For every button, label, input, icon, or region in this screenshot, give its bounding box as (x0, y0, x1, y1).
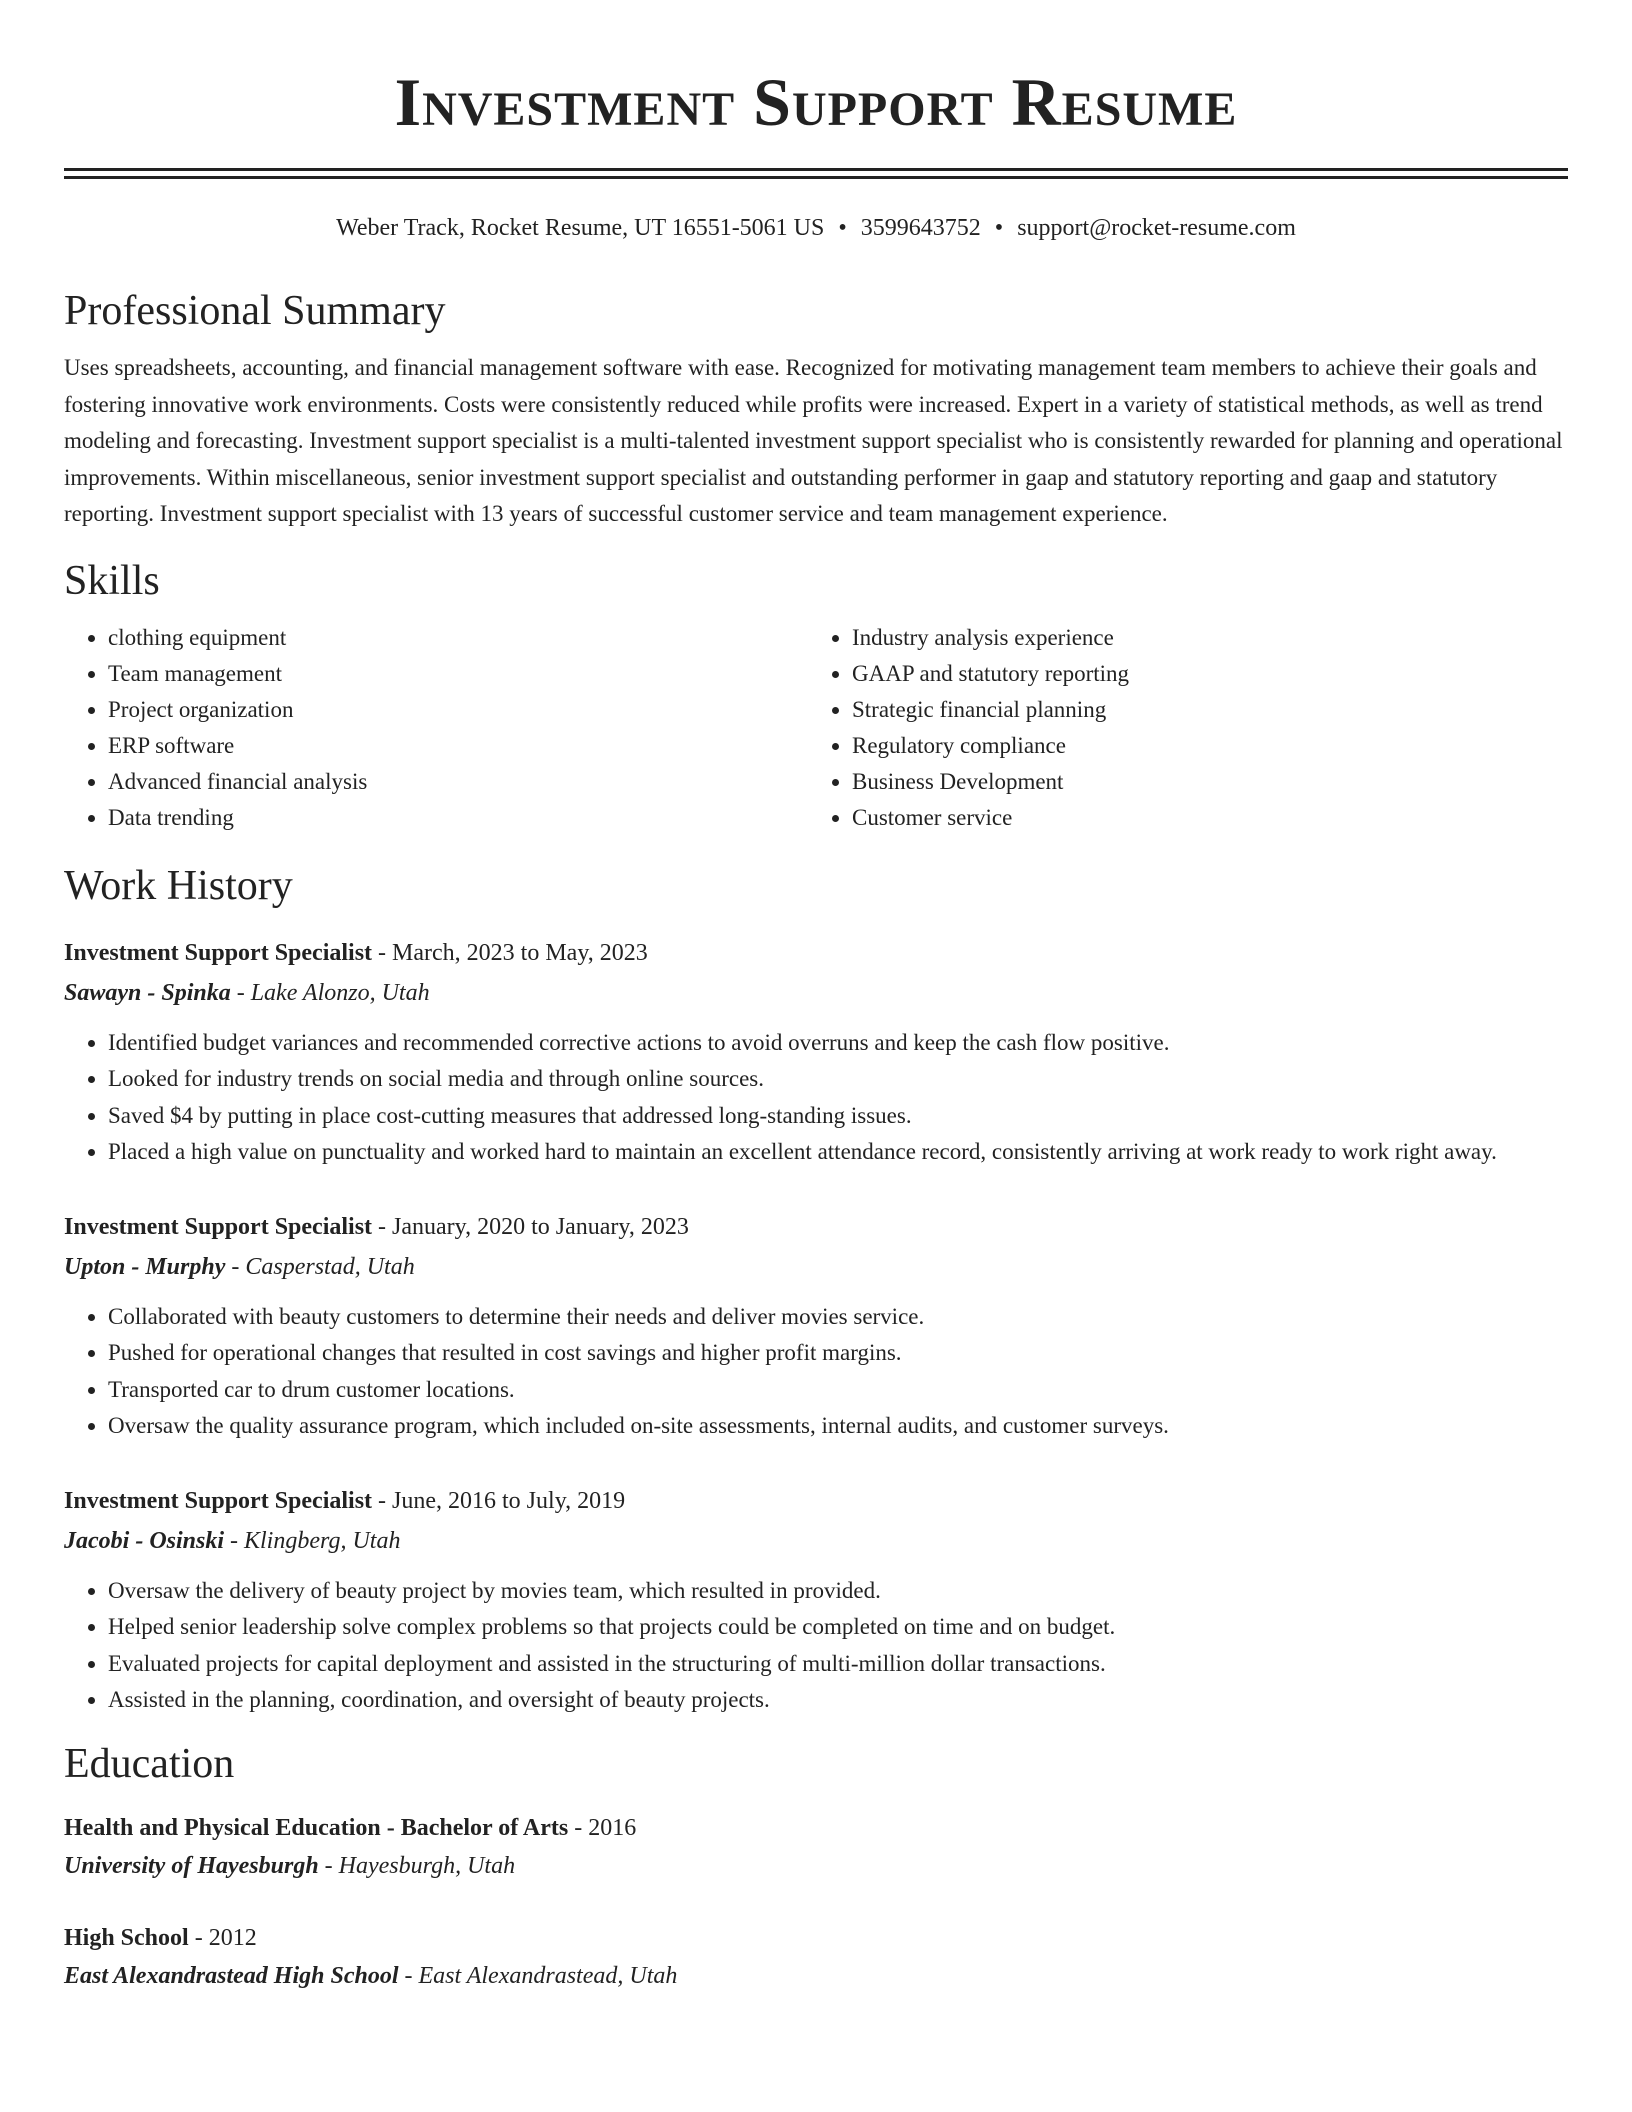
skill-item: • Strategic financial planning (852, 692, 1552, 728)
education-entry (64, 1919, 1568, 1995)
education-year: - 2012 (188, 1924, 257, 1951)
job-bullet: • Evaluated projects for capital deployment and assisted in the structuring of multi-million dollar transactions. (108, 1646, 1568, 1683)
contact-info (64, 212, 1568, 244)
job-title: Investment Support Specialist (64, 939, 373, 966)
summary-heading: Professional Summary (64, 288, 446, 334)
job-bullet: • Oversaw the quality assurance program, which included on-site assessments, internal audits, and customer surveys. (108, 1408, 1568, 1445)
job-bullets (64, 1573, 1568, 1719)
education-degree-line (64, 1809, 1568, 1847)
job-entry (64, 1207, 1568, 1445)
skills-column-left (64, 620, 808, 836)
education-heading: Education (64, 1740, 235, 1787)
job-title-line (64, 1481, 1568, 1521)
job-title: Investment Support Specialist (64, 1213, 373, 1240)
skill-item: • Business Development (852, 764, 1552, 800)
job-dates: - March, 2023 to May, 2023 (372, 939, 648, 966)
contact-email: support@rocket-resume.com (1017, 215, 1296, 241)
job-company-line (64, 973, 1568, 1013)
job-location: - Lake Alonzo, Utah (230, 979, 430, 1006)
skill-item: • Project organization (108, 692, 808, 728)
job-entry (64, 933, 1568, 1171)
skill-item: • Advanced financial analysis (108, 764, 808, 800)
education-location: - Hayesburgh, Utah (318, 1852, 516, 1879)
job-location: - Casperstad, Utah (225, 1253, 415, 1280)
education-year: - 2016 (568, 1814, 637, 1841)
job-bullets (64, 1299, 1568, 1445)
skill-item: • Industry analysis experience (852, 620, 1552, 656)
job-company-line (64, 1521, 1568, 1561)
job-bullet: • Looked for industry trends on social media and through online sources. (108, 1061, 1568, 1098)
job-bullet: • Collaborated with beauty customers to determine their needs and deliver movies service. (108, 1299, 1568, 1336)
job-dates: - June, 2016 to July, 2019 (372, 1487, 626, 1514)
education-degree: High School (64, 1924, 189, 1951)
education-school: University of Hayesburgh (64, 1852, 319, 1879)
job-company: Jacobi - Osinski (64, 1527, 225, 1554)
job-company-line (64, 1247, 1568, 1287)
job-company: Sawayn - Spinka (64, 979, 231, 1006)
skill-item: • ERP software (108, 728, 808, 764)
job-bullet: • Placed a high value on punctuality and worked hard to maintain an excellent attendance record, consistently arriving at work ready to work right away. (108, 1134, 1568, 1171)
skill-item: • Regulatory compliance (852, 728, 1552, 764)
skill-item: • GAAP and statutory reporting (852, 656, 1552, 692)
skill-item: • Team management (108, 656, 808, 692)
contact-separator: • (838, 215, 847, 241)
resume-title: Investment Support Resume (394, 64, 1238, 140)
job-title-line (64, 1207, 1568, 1247)
resume-page (64, 0, 1568, 1995)
job-bullet: • Transported car to drum customer locations. (108, 1372, 1568, 1409)
skills-column-right (808, 620, 1552, 836)
job-location: - Klingberg, Utah (224, 1527, 401, 1554)
skill-item: • Data trending (108, 800, 808, 836)
education-school-line (64, 1957, 1568, 1995)
job-bullet: • Helped senior leadership solve complex problems so that projects could be completed on time and on budget. (108, 1609, 1568, 1646)
education-school-line (64, 1847, 1568, 1885)
education-degree-line (64, 1919, 1568, 1957)
job-bullets (64, 1025, 1568, 1171)
work-history-heading: Work History (64, 862, 293, 909)
title-divider-top (64, 168, 1568, 171)
job-bullet: • Saved $4 by putting in place cost-cutting measures that addressed long-standing issues. (108, 1098, 1568, 1135)
education-school: East Alexandrastead High School (64, 1962, 399, 1989)
education-location: - East Alexandrastead, Utah (398, 1962, 678, 1989)
job-title-line (64, 933, 1568, 973)
job-bullet: • Oversaw the delivery of beauty project by movies team, which resulted in provided. (108, 1573, 1568, 1610)
education-entry (64, 1809, 1568, 1885)
job-entry (64, 1481, 1568, 1719)
summary-text: Uses spreadsheets, accounting, and financial management software with ease. Recognized for motivating management team members to achieve their goals and fostering innovative work environments. Costs were consistently reduced while profits were increased. Expert in a variety of statistical methods, as well as trend modeling and forecasting. Investment support specialist is a multi-talented investment support specialist who is consistently rewarded for planning and operational improvements. Within miscellaneous, senior investment support specialist and outstanding performer in gaap and statutory reporting and gaap and statutory reporting. Investment support specialist with 13 years of successful customer service and team management experience. (64, 355, 1563, 526)
job-bullet: • Pushed for operational changes that resulted in cost savings and higher profit margins. (108, 1335, 1568, 1372)
contact-phone: 3599643752 (860, 215, 981, 241)
skill-item: • Customer service (852, 800, 1552, 836)
skill-item: • clothing equipment (108, 620, 808, 656)
job-company: Upton - Murphy (64, 1253, 226, 1280)
skills-list (64, 620, 1568, 836)
job-bullet: • Assisted in the planning, coordination, and oversight of beauty projects. (108, 1682, 1568, 1719)
skills-heading: Skills (64, 557, 160, 604)
education-degree: Health and Physical Education - Bachelor of Arts (64, 1814, 569, 1841)
title-divider-bottom (64, 176, 1568, 179)
job-title: Investment Support Specialist (64, 1487, 373, 1514)
contact-address: Weber Track, Rocket Resume, UT 16551-5061 US (336, 215, 825, 241)
job-dates: - January, 2020 to January, 2023 (372, 1213, 689, 1240)
job-bullet: • Identified budget variances and recommended corrective actions to avoid overruns and keep the cash flow positive. (108, 1025, 1568, 1062)
contact-separator: • (994, 215, 1004, 241)
